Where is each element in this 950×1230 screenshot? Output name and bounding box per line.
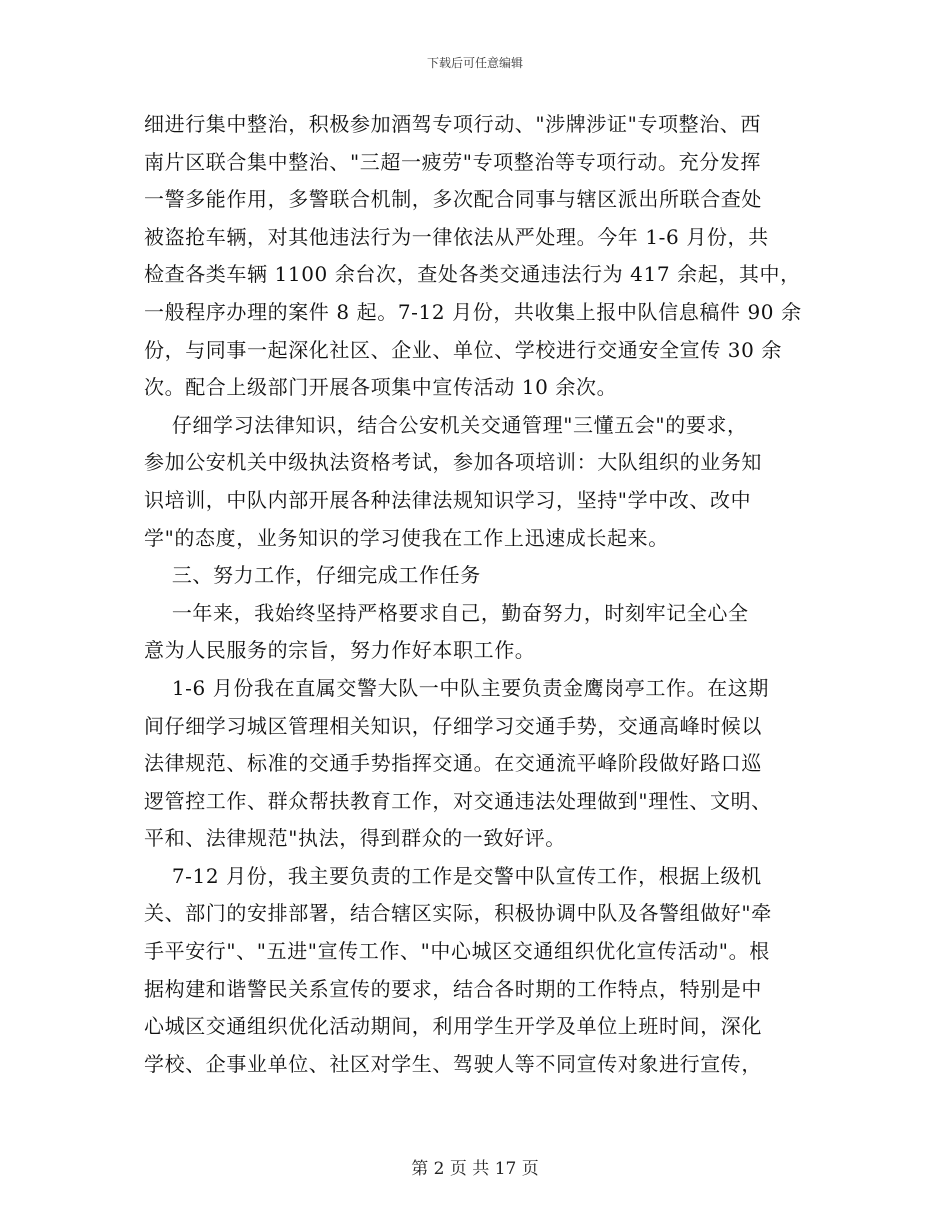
text-line: 学"的态度，业务知识的学习使我在工作上迅速成长起来。 — [144, 525, 669, 550]
text-line: 心城区交通组织优化活动期间，利用学生开学及单位上班时间，深化 — [144, 1014, 762, 1039]
text-line: 据构建和谐警民关系宣传的要求，结合各时期的工作特点，特别是中 — [144, 976, 762, 1001]
text-line: 1-6 月份我在直属交警大队一中队主要负责金鹰岗亭工作。在这期 — [144, 675, 769, 700]
text-line: 逻管控工作、群众帮扶教育工作，对交通违法处理做到"理性、文明、 — [144, 788, 772, 813]
text-line: 一年来，我始终坚持严格要求自己，勤奋努力，时刻牢记全心全 — [144, 600, 749, 625]
text-line: 间仔细学习城区管理相关知识，仔细学习交通手势，交通高峰时候以 — [144, 713, 762, 738]
section-heading: 三、努力工作，仔细完成工作任务 — [144, 563, 481, 588]
text-line: 南片区联合集中整治、"三超一疲劳"专项整治等专项行动。充分发挥 — [144, 149, 761, 174]
text-line: 学校、企事业单位、社区对学生、驾驶人等不同宣传对象进行宣传， — [144, 1051, 762, 1076]
text-line: 平和、法律规范"执法，得到群众的一致好评。 — [144, 826, 566, 851]
text-line: 细进行集中整治，积极参加酒驾专项行动、"涉牌涉证"专项整治、西 — [144, 112, 761, 136]
text-line: 被盗抢车辆，对其他违法行为一律依法从严处理。今年 1-6 月份，共 — [144, 224, 769, 249]
text-line: 一般程序办理的案件 8 起。7-12 月份，共收集上报中队信息稿件 90 余 — [144, 299, 802, 324]
text-line: 份，与同事一起深化社区、企业、单位、学校进行交通安全宣传 30 余 — [144, 337, 782, 362]
text-line: 关、部门的安排部署，结合辖区实际，积极协调中队及各警组做好"牵 — [144, 901, 772, 926]
text-line: 次。配合上级部门开展各项集中宣传活动 10 余次。 — [144, 375, 618, 400]
page-number: 第 2 页 共 17 页 — [411, 1159, 539, 1179]
page-header-note: 下载后可任意编辑 — [426, 56, 523, 70]
text-line: 法律规范、标准的交通手势指挥交通。在交通流平峰阶段做好路口巡 — [144, 751, 762, 776]
text-line: 参加公安机关中级执法资格考试，参加各项培训：大队组织的业务知 — [144, 450, 762, 475]
text-line: 手平安行"、"五进"宣传工作、"中心城区交通组织优化宣传活动"。根 — [144, 939, 770, 964]
text-line: 仔细学习法律知识，结合公安机关交通管理"三懂五会"的要求， — [144, 412, 748, 437]
text-line: 意为人民服务的宗旨，努力作好本职工作。 — [144, 638, 536, 663]
text-line: 7-12 月份，我主要负责的工作是交警中队宣传工作，根据上级机 — [144, 863, 762, 888]
text-line: 检查各类车辆 1100 余台次，查处各类交通违法行为 417 余起，其中， — [144, 262, 801, 287]
document-body — [144, 106, 808, 1083]
text-line: 一警多能作用，多警联合机制，多次配合同事与辖区派出所联合查处 — [144, 187, 762, 212]
text-line: 识培训，中队内部开展各种法律法规知识学习，坚持"学中改、改中 — [144, 487, 752, 512]
